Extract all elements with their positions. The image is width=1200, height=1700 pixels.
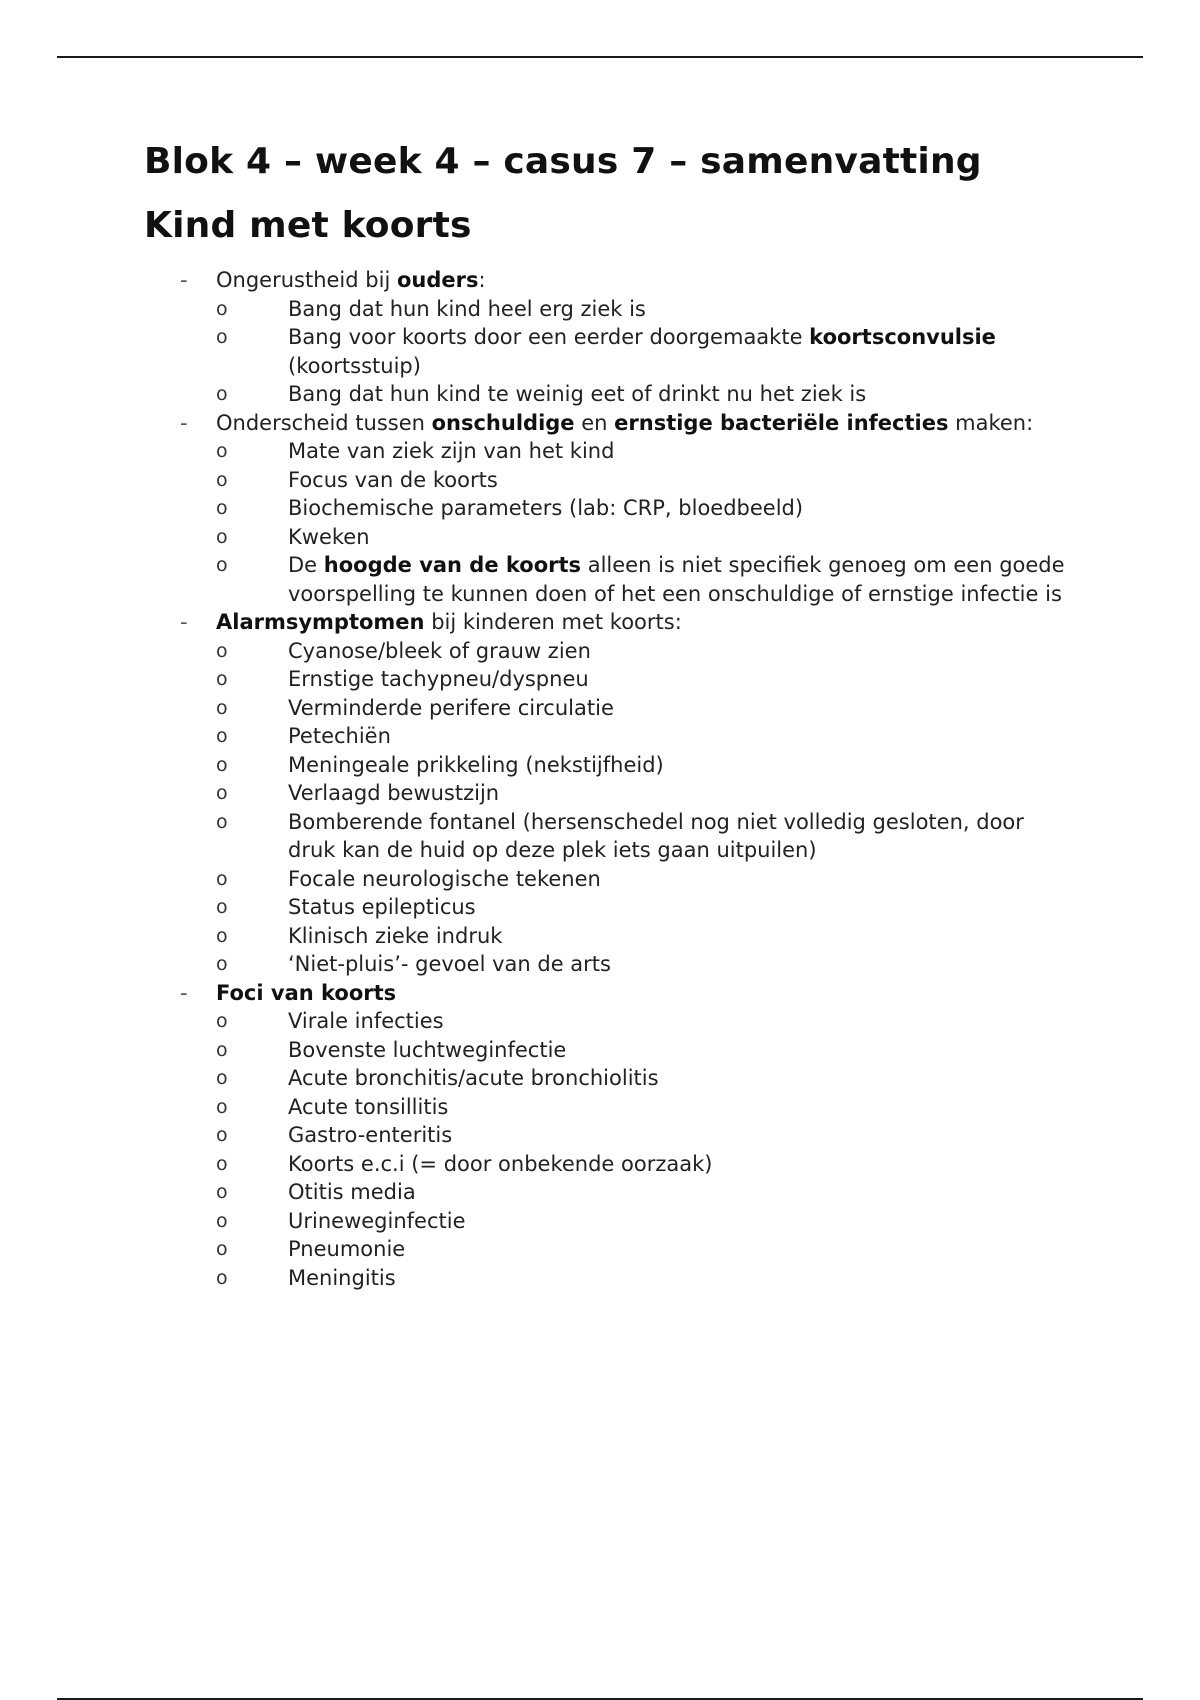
sub-list-item <box>216 637 1074 666</box>
item-bold-text: onschuldige <box>431 410 575 435</box>
item-text: bij kinderen met koorts: <box>424 610 682 634</box>
sub-list-item <box>216 1235 1074 1264</box>
item-bold-text: Alarmsymptomen <box>216 610 425 634</box>
sub-list-item <box>216 950 1074 979</box>
sub-list-alarm <box>216 637 1074 979</box>
sub-list-ouders <box>216 295 1074 409</box>
sub-list-foci <box>216 1007 1074 1292</box>
sub-list-item <box>216 694 1074 723</box>
circle-bullet: o <box>216 725 228 747</box>
circle-bullet: o <box>216 1266 228 1289</box>
item-text: maken: <box>948 410 1034 435</box>
sub-list-item <box>216 808 1074 865</box>
sub-item-text: Verlaagd bewustzijn <box>288 781 500 805</box>
sub-item-bold-text: hoogde van de koorts <box>323 553 582 577</box>
top-rule <box>57 56 1143 58</box>
circle-bullet: o <box>216 867 228 890</box>
circle-bullet: o <box>216 924 228 947</box>
sub-list-item <box>216 1264 1074 1293</box>
circle-bullet: o <box>216 1181 228 1203</box>
item-text: Ongerustheid bij <box>216 268 397 292</box>
dash-bullet: - <box>180 268 188 292</box>
circle-bullet: o <box>216 1238 228 1260</box>
sub-item-text: Bovenste luchtweginfectie <box>288 1037 567 1062</box>
sub-item-text: De <box>288 553 324 577</box>
circle-bullet: o <box>216 1152 228 1175</box>
sub-item-text: Bang dat hun kind heel erg ziek is <box>288 296 646 321</box>
circle-bullet: o <box>216 1124 228 1146</box>
circle-bullet: o <box>216 1067 228 1089</box>
sub-item-text: ‘Niet-pluis’- gevoel van de arts <box>288 952 611 976</box>
sub-item-text: Petechiën <box>288 724 391 748</box>
sub-item-text: Mate van ziek zijn van het kind <box>288 439 615 463</box>
sub-list-item <box>216 466 1074 495</box>
sub-item-text: Cyanose/bleek of grauw zien <box>288 638 591 663</box>
circle-bullet: o <box>216 696 228 719</box>
circle-bullet: o <box>216 1010 228 1032</box>
circle-bullet: o <box>216 1095 228 1118</box>
circle-bullet: o <box>216 525 228 548</box>
sub-list-item <box>216 922 1074 951</box>
circle-bullet: o <box>216 810 228 833</box>
circle-bullet: o <box>216 1209 228 1232</box>
sub-list-item <box>216 1036 1074 1065</box>
item-text: en <box>574 410 615 435</box>
sub-item-text: Biochemische parameters (lab: CRP, bloedbeeld) <box>288 496 804 520</box>
circle-bullet: o <box>216 554 228 576</box>
sub-item-text: Otitis media <box>288 1180 416 1204</box>
item-bold-text: ernstige bacteriële infecties <box>614 410 949 435</box>
dash-bullet: - <box>180 980 188 1005</box>
circle-bullet: o <box>216 497 228 519</box>
sub-item-text: Status epilepticus <box>288 895 476 919</box>
circle-bullet: o <box>216 668 228 690</box>
circle-bullet: o <box>216 782 228 804</box>
sub-list-item <box>216 893 1074 922</box>
circle-bullet: o <box>216 440 228 462</box>
document-subtitle: Kind met koorts <box>144 205 472 246</box>
sub-item-text: Urineweginfectie <box>288 1208 466 1233</box>
sub-item-text: Meningeale prikkeling (nekstijfheid) <box>288 752 664 777</box>
sub-list-item <box>216 1150 1074 1179</box>
sub-item-text: Virale infecties <box>288 1009 444 1033</box>
item-text: Onderscheid tussen <box>216 410 432 435</box>
sub-list-item <box>216 722 1074 751</box>
sub-item-text: Bang voor koorts door een eerder doorgemaakte <box>288 325 810 349</box>
sub-item-bold-text: koortsconvulsie <box>809 325 996 349</box>
sub-item-text: Acute bronchitis/acute bronchiolitis <box>288 1066 659 1090</box>
item-bold-text: Foci van koorts <box>216 980 397 1005</box>
sub-list-item <box>216 437 1074 466</box>
sub-list-item <box>216 551 1074 608</box>
sub-item-text: Meningitis <box>288 1265 396 1290</box>
sub-list-item <box>216 1093 1074 1122</box>
sub-list-item <box>216 494 1074 523</box>
item-text: : <box>478 268 486 292</box>
sub-list-item <box>216 523 1074 552</box>
sub-list-onderscheid <box>216 437 1074 608</box>
sub-list-item <box>216 295 1074 324</box>
sub-item-text: Focus van de koorts <box>288 467 498 492</box>
circle-bullet: o <box>216 753 228 776</box>
sub-item-text: Verminderde perifere circulatie <box>288 695 614 720</box>
circle-bullet: o <box>216 896 228 918</box>
sub-item-text: Focale neurologische tekenen <box>288 866 601 891</box>
circle-bullet: o <box>216 1038 228 1061</box>
sub-item-text: Acute tonsillitis <box>288 1094 449 1119</box>
circle-bullet: o <box>216 297 228 320</box>
circle-bullet: o <box>216 383 228 405</box>
sub-list-item <box>216 1064 1074 1093</box>
sub-item-text: Klinisch zieke indruk <box>288 923 503 948</box>
sub-list-item <box>216 380 1074 409</box>
item-bold-text: ouders <box>396 268 479 292</box>
circle-bullet: o <box>216 468 228 491</box>
sub-list-item <box>216 865 1074 894</box>
list-item-onderscheid <box>144 409 1074 609</box>
sub-item-text: alleen is niet specifiek genoeg om een goede voorspelling te kunnen doen of het een onschuldige of ernstige infectie is <box>288 553 1065 606</box>
sub-item-text: Bomberende fontanel (hersenschedel nog niet volledig gesloten, door druk kan de huid op deze plek iets gaan uitpuilen) <box>288 809 1024 862</box>
list-item-ouders <box>144 266 1074 409</box>
sub-item-text: Kweken <box>288 524 370 549</box>
sub-list-item <box>216 665 1074 694</box>
list-item-foci <box>144 979 1074 1293</box>
document-title: Blok 4 – week 4 – casus 7 – samenvatting <box>144 141 982 182</box>
sub-item-text: Pneumonie <box>288 1237 406 1261</box>
circle-bullet: o <box>216 326 228 348</box>
sub-list-item <box>216 779 1074 808</box>
sub-list-item <box>216 1207 1074 1236</box>
sub-item-text: Koorts e.c.i (= door onbekende oorzaak) <box>288 1151 713 1176</box>
sub-list-item <box>216 1121 1074 1150</box>
circle-bullet: o <box>216 639 228 662</box>
circle-bullet: o <box>216 953 228 975</box>
dash-bullet: - <box>180 410 188 435</box>
sub-item-text: Gastro-enteritis <box>288 1123 453 1147</box>
sub-list-item <box>216 323 1074 380</box>
list-item-alarmsymptomen <box>144 608 1074 979</box>
sub-item-text: Bang dat hun kind te weinig eet of drinkt nu het ziek is <box>288 382 867 406</box>
sub-list-item <box>216 1178 1074 1207</box>
sub-list-item <box>216 751 1074 780</box>
main-list <box>144 266 1074 1292</box>
sub-item-text: (koortsstuip) <box>288 353 421 378</box>
sub-list-item <box>216 1007 1074 1036</box>
sub-item-text: Ernstige tachypneu/dyspneu <box>288 667 589 691</box>
document-body <box>144 130 1074 1292</box>
dash-bullet: - <box>180 610 188 634</box>
